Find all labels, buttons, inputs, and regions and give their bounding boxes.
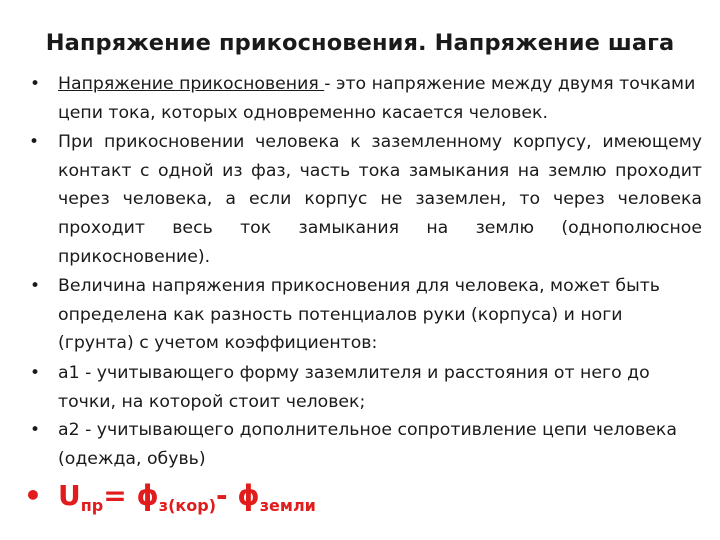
bullet-text: a1 - учитывающего форму заземлителя и расстояния от него до точки, на которой стоит человек; [58, 363, 650, 412]
bullet-text: При прикосновении человека к заземленному корпусу, имеющему контакт с одной из фаз, часть тока замыкания на землю проходит через человека, а если корпус не заземлен, то через человека проходит весь ток замыкания на землю (однополюсное прикосновение). [58, 132, 702, 267]
bullet-text: Величина напряжения прикосновения для человека, может быть определена как разность потенциалов руки (корпуса) и ноги (грунта) с учетом коэффициентов: [58, 276, 660, 354]
formula-phi-body-subscript: з(кор) [158, 496, 217, 515]
formula-minus: - [216, 479, 238, 512]
definition-term: Напряжение прикосновения [58, 74, 325, 94]
bullet-icon: • [29, 276, 41, 296]
bullet-item-grounded-body [29, 128, 702, 272]
bullet-item-coefficient-a2 [29, 416, 702, 473]
touch-voltage-formula [24, 476, 316, 520]
bullet-icon: • [29, 74, 41, 94]
formula-equals: = [103, 479, 137, 512]
bullet-icon: • [29, 363, 41, 383]
bullet-icon: • [24, 479, 42, 512]
formula-lhs-subscript: пр [80, 496, 104, 515]
slide-title: Напряжение прикосновения. Напряжение шага [45, 30, 675, 56]
bullet-item-definition [29, 70, 702, 127]
bullet-item-voltage-magnitude [29, 272, 702, 358]
definition-text: - это напряжение между двумя точками цепи тока, которых одновременно касается человек. [58, 74, 696, 123]
formula-phi-ground: ϕ [237, 479, 260, 512]
formula-phi-ground-subscript: земли [259, 496, 316, 515]
formula-phi-body: ϕ [136, 479, 159, 512]
bullet-icon: • [29, 132, 40, 152]
bullet-icon: • [29, 420, 41, 440]
formula-lhs: U [58, 479, 81, 512]
bullet-text: a2 - учитывающего дополнительное сопротивление цепи человека (одежда, обувь) [58, 420, 677, 469]
bullet-item-coefficient-a1 [29, 359, 702, 416]
